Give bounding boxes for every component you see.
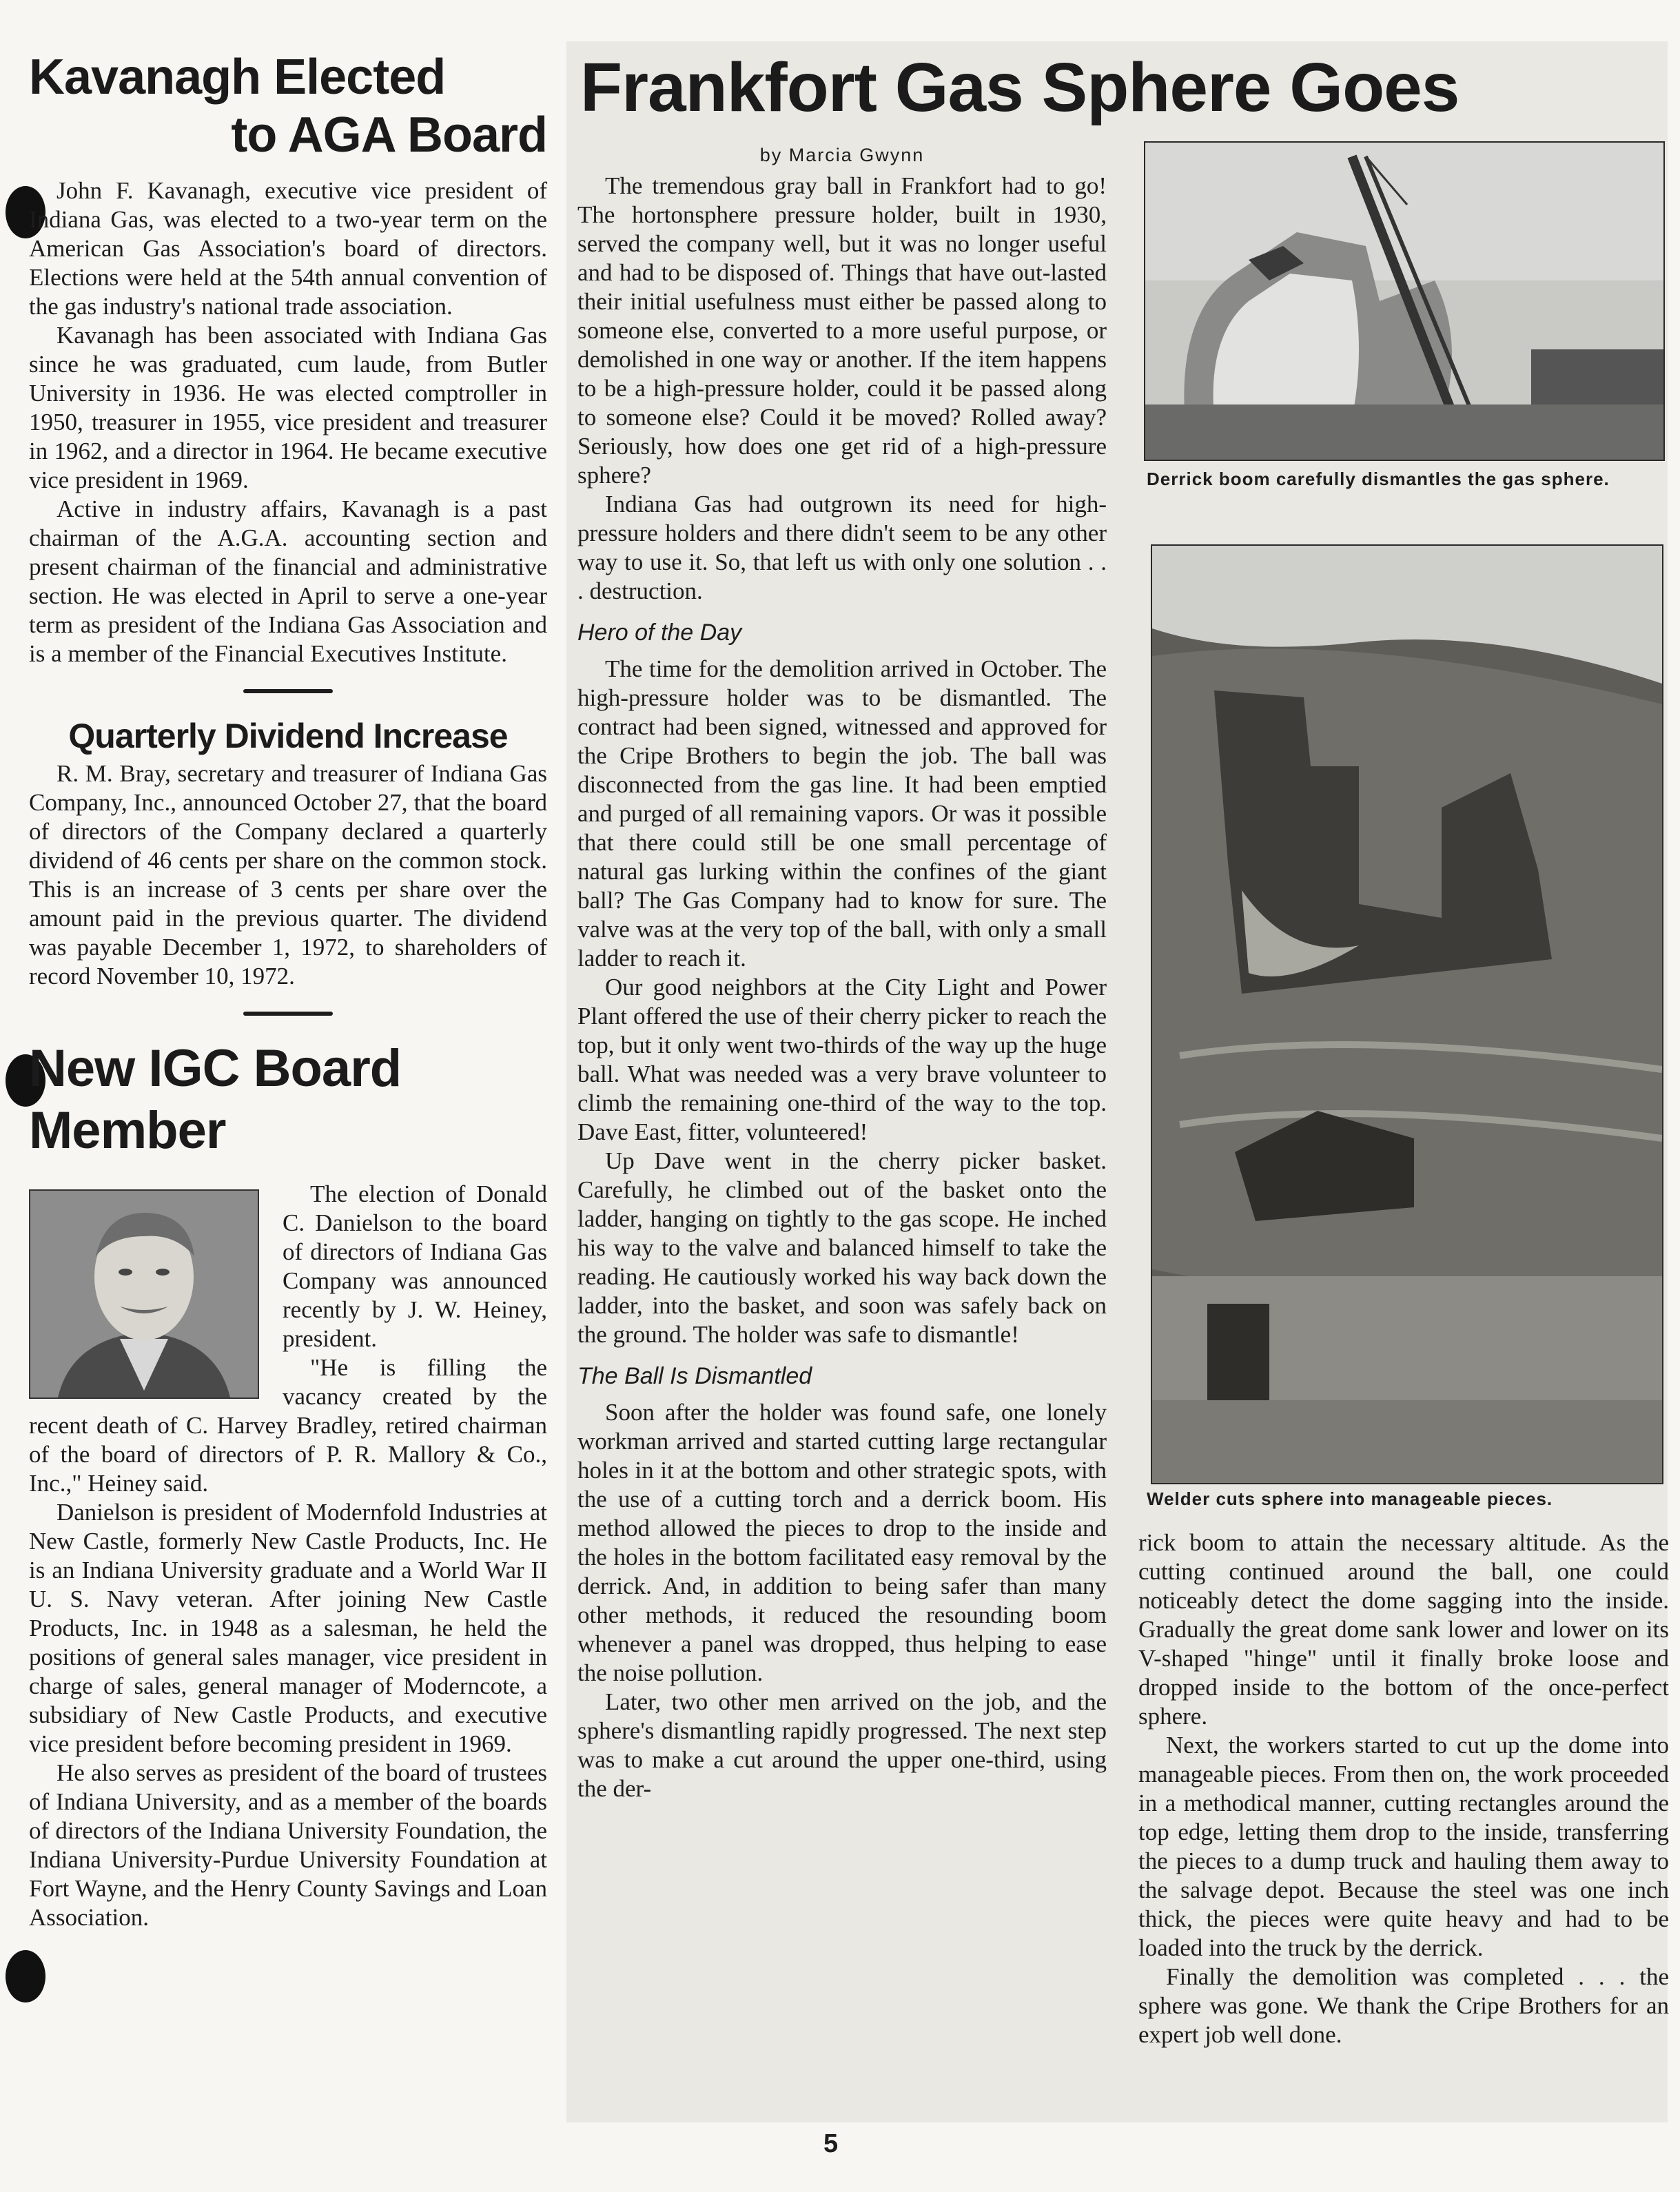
derrick-photo	[1144, 141, 1665, 461]
portrait-image	[30, 1191, 258, 1397]
continuation-paragraph: Finally the demolition was completed . . . the sphere was gone. We thank the Cripe Brothers for an expert job well done.	[1138, 1963, 1669, 2048]
section-divider	[243, 689, 333, 693]
kavanagh-headline-line1: Kavanagh Elected	[29, 50, 446, 105]
danielson-portrait	[29, 1189, 259, 1399]
photo-caption-welder: Welder cuts sphere into manageable pieces.	[1147, 1488, 1553, 1509]
article-continuation-column	[1138, 1528, 1669, 2049]
main-headline: Frankfort Gas Sphere Goes	[580, 49, 1459, 126]
continuation-paragraph: rick boom to attain the necessary altitude. As the cutting continued around the ball, one could noticeably detect the dome sagging into the inside. Gradually the great dome sank lower and lower on its V-shaped "hinge" until it finally broke loose and dropped inside to the bottom of the once-perfect sphere.	[1138, 1529, 1669, 1730]
punch-hole-bottom	[6, 1950, 45, 2002]
hero-subheading: Hero of the Day	[577, 619, 742, 646]
section-divider	[243, 1012, 333, 1016]
dismantled-subheading: The Ball Is Dismantled	[577, 1363, 812, 1389]
board-paragraph: He also serves as president of the board of trustees of Indiana University, and as a member of the boards of directors of the Indiana University Foundation, the Indiana University-Purdue University Foundation at Fort Wayne, and the Henry County Savings and Loan Association.	[29, 1759, 547, 1931]
welder-photo-image	[1152, 546, 1662, 1483]
intro-paragraph: The tremendous gray ball in Frankfort had to go! The hortonsphere pressure holder, built in 1930, served the company well, but it was no longer useful and had to be disposed of. Things that have out-lasted their initial usefulness must either be passed along to someone else, converted to a more useful purpose, or demolished in one way or another. If the item happens to be a high-pressure holder, could it be passed along to someone else? Could it be moved? Rolled away? Seriously, how does one get rid of a high-pressure sphere?	[577, 172, 1107, 489]
kavanagh-paragraph: Kavanagh has been associated with Indiana Gas since he was graduated, cum laude, from Butler University in 1936. He was elected comptroller in 1950, treasurer in 1955, vice president and treasurer in 1962, and a director in 1964. He became executive vice president in 1969.	[29, 322, 547, 493]
board-paragraph: The election of Donald C. Danielson to the board of directors of Indiana Gas Company was announced recently by J. W. Heiney, president.	[283, 1180, 547, 1352]
board-paragraph: Danielson is president of Modernfold Industries at New Castle, formerly New Castle Products, Inc. He is an Indiana University graduate and a World War II U. S. Navy veteran. After joining New Castle Products, Inc. in 1948 as a salesman, he held the positions of general sales manager, vice president in charge of sales, general manager of Moderncote, a subsidiary of New Castle Products, and executive vice president before becoming president in 1969.	[29, 1499, 547, 1757]
dismantled-paragraph: Later, two other men arrived on the job, and the sphere's dismantling rapidly progressed. The next step was to make a cut around the upper one-third, using the der-	[577, 1688, 1107, 1802]
dividend-headline: Quarterly Dividend Increase	[68, 717, 508, 755]
page-number: 5	[823, 2129, 839, 2158]
hero-paragraph: Our good neighbors at the City Light and Power Plant offered the use of their cherry picker to reach the top, but it only went two-thirds of the way up the huge ball. What was needed was a very brave volunteer to climb the remaining one-third of the way to the top. Dave East, fitter, volunteered!	[577, 974, 1107, 1145]
board-paragraph: "He is filling the vacancy created by the recent death of C. Harvey Bradley, retired chairman of the board of directors of P. R. Mallory & Co., Inc.," Heiney said.	[29, 1354, 547, 1497]
hero-paragraph: Up Dave went in the cherry picker basket. Carefully, he climbed out of the basket onto the ladder, hanging on tightly to the gas scope. He inched his way to the valve and balanced himself to take the reading. He cautiously worked his way back down the ladder, into the basket, and soon was safely back on the ground. The holder was safe to dismantle!	[577, 1147, 1107, 1348]
hero-paragraph: The time for the demolition arrived in October. The high-pressure holder was to be dismantled. The contract had been signed, witnessed and approved for the Cripe Brothers to begin the job. The ball was disconnected from the gas line. It had been emptied and purged of all remaining vapors. Or was it possible that there could still be one small percentage of natural gas lurking within the confines of the giant ball? The Gas Company had to know for sure. The valve was at the very top of the ball, with only a small ladder to reach it.	[577, 655, 1107, 972]
byline: by Marcia Gwynn	[759, 145, 925, 165]
kavanagh-paragraph: Active in industry affairs, Kavanagh is a past chairman of the A.G.A. accounting section and present chairman of the financial and administrative section. He was elected in April to serve a one-year term as president of the Indiana Gas Association and is a member of the Financial Executives Institute.	[29, 495, 547, 667]
dividend-paragraph: R. M. Bray, secretary and treasurer of Indiana Gas Company, Inc., announced October 27, that the board of directors of the Company declared a quarterly dividend of 46 cents per share on the common stock. This is an increase of 3 cents per share over the amount paid in the previous quarter. The dividend was payable December 1, 1972, to shareholders of record November 10, 1972.	[29, 760, 547, 990]
board-member-headline: New IGC Board Member	[29, 1039, 402, 1160]
derrick-photo-image	[1145, 143, 1663, 460]
kavanagh-paragraph: John F. Kavanagh, executive vice president of Indiana Gas, was elected to a two-year term on the American Gas Association's board of directors. Elections were held at the 54th annual convention of the gas industry's national trade association.	[29, 177, 547, 320]
left-column	[29, 48, 547, 1932]
welder-photo	[1151, 544, 1663, 1484]
kavanagh-headline-line2: to AGA Board	[231, 107, 547, 163]
dismantled-paragraph: Soon after the holder was found safe, one lonely workman arrived and started cutting large rectangular holes in it at the bottom and other strategic spots, with the use of a cutting torch and a derrick boom. His method allowed the pieces to drop to the inside and the holes in the bottom facilitated easy removal by the derrick. And, in addition to being safer than many other methods, it reduced the resounding boom whenever a panel was dropped, thus helping to ease the noise pollution.	[577, 1399, 1107, 1686]
continuation-paragraph: Next, the workers started to cut up the dome into manageable pieces. From then on, the work proceeded in a methodical manner, cutting rectangles around the top edge, letting them drop to the inside, transferring the pieces to a dump truck and hauling them away to the salvage depot. Because the steel was one inch thick, the pieces were quite heavy and had to be loaded into the truck by the derrick.	[1138, 1732, 1669, 1961]
intro-paragraph: Indiana Gas had outgrown its need for high-pressure holders and there didn't seem to be any other way to use it. So, that left us with only one solution . . . destruction.	[577, 491, 1107, 604]
main-article-column	[577, 138, 1107, 1803]
photo-caption-derrick: Derrick boom carefully dismantles the gas sphere.	[1147, 469, 1610, 489]
